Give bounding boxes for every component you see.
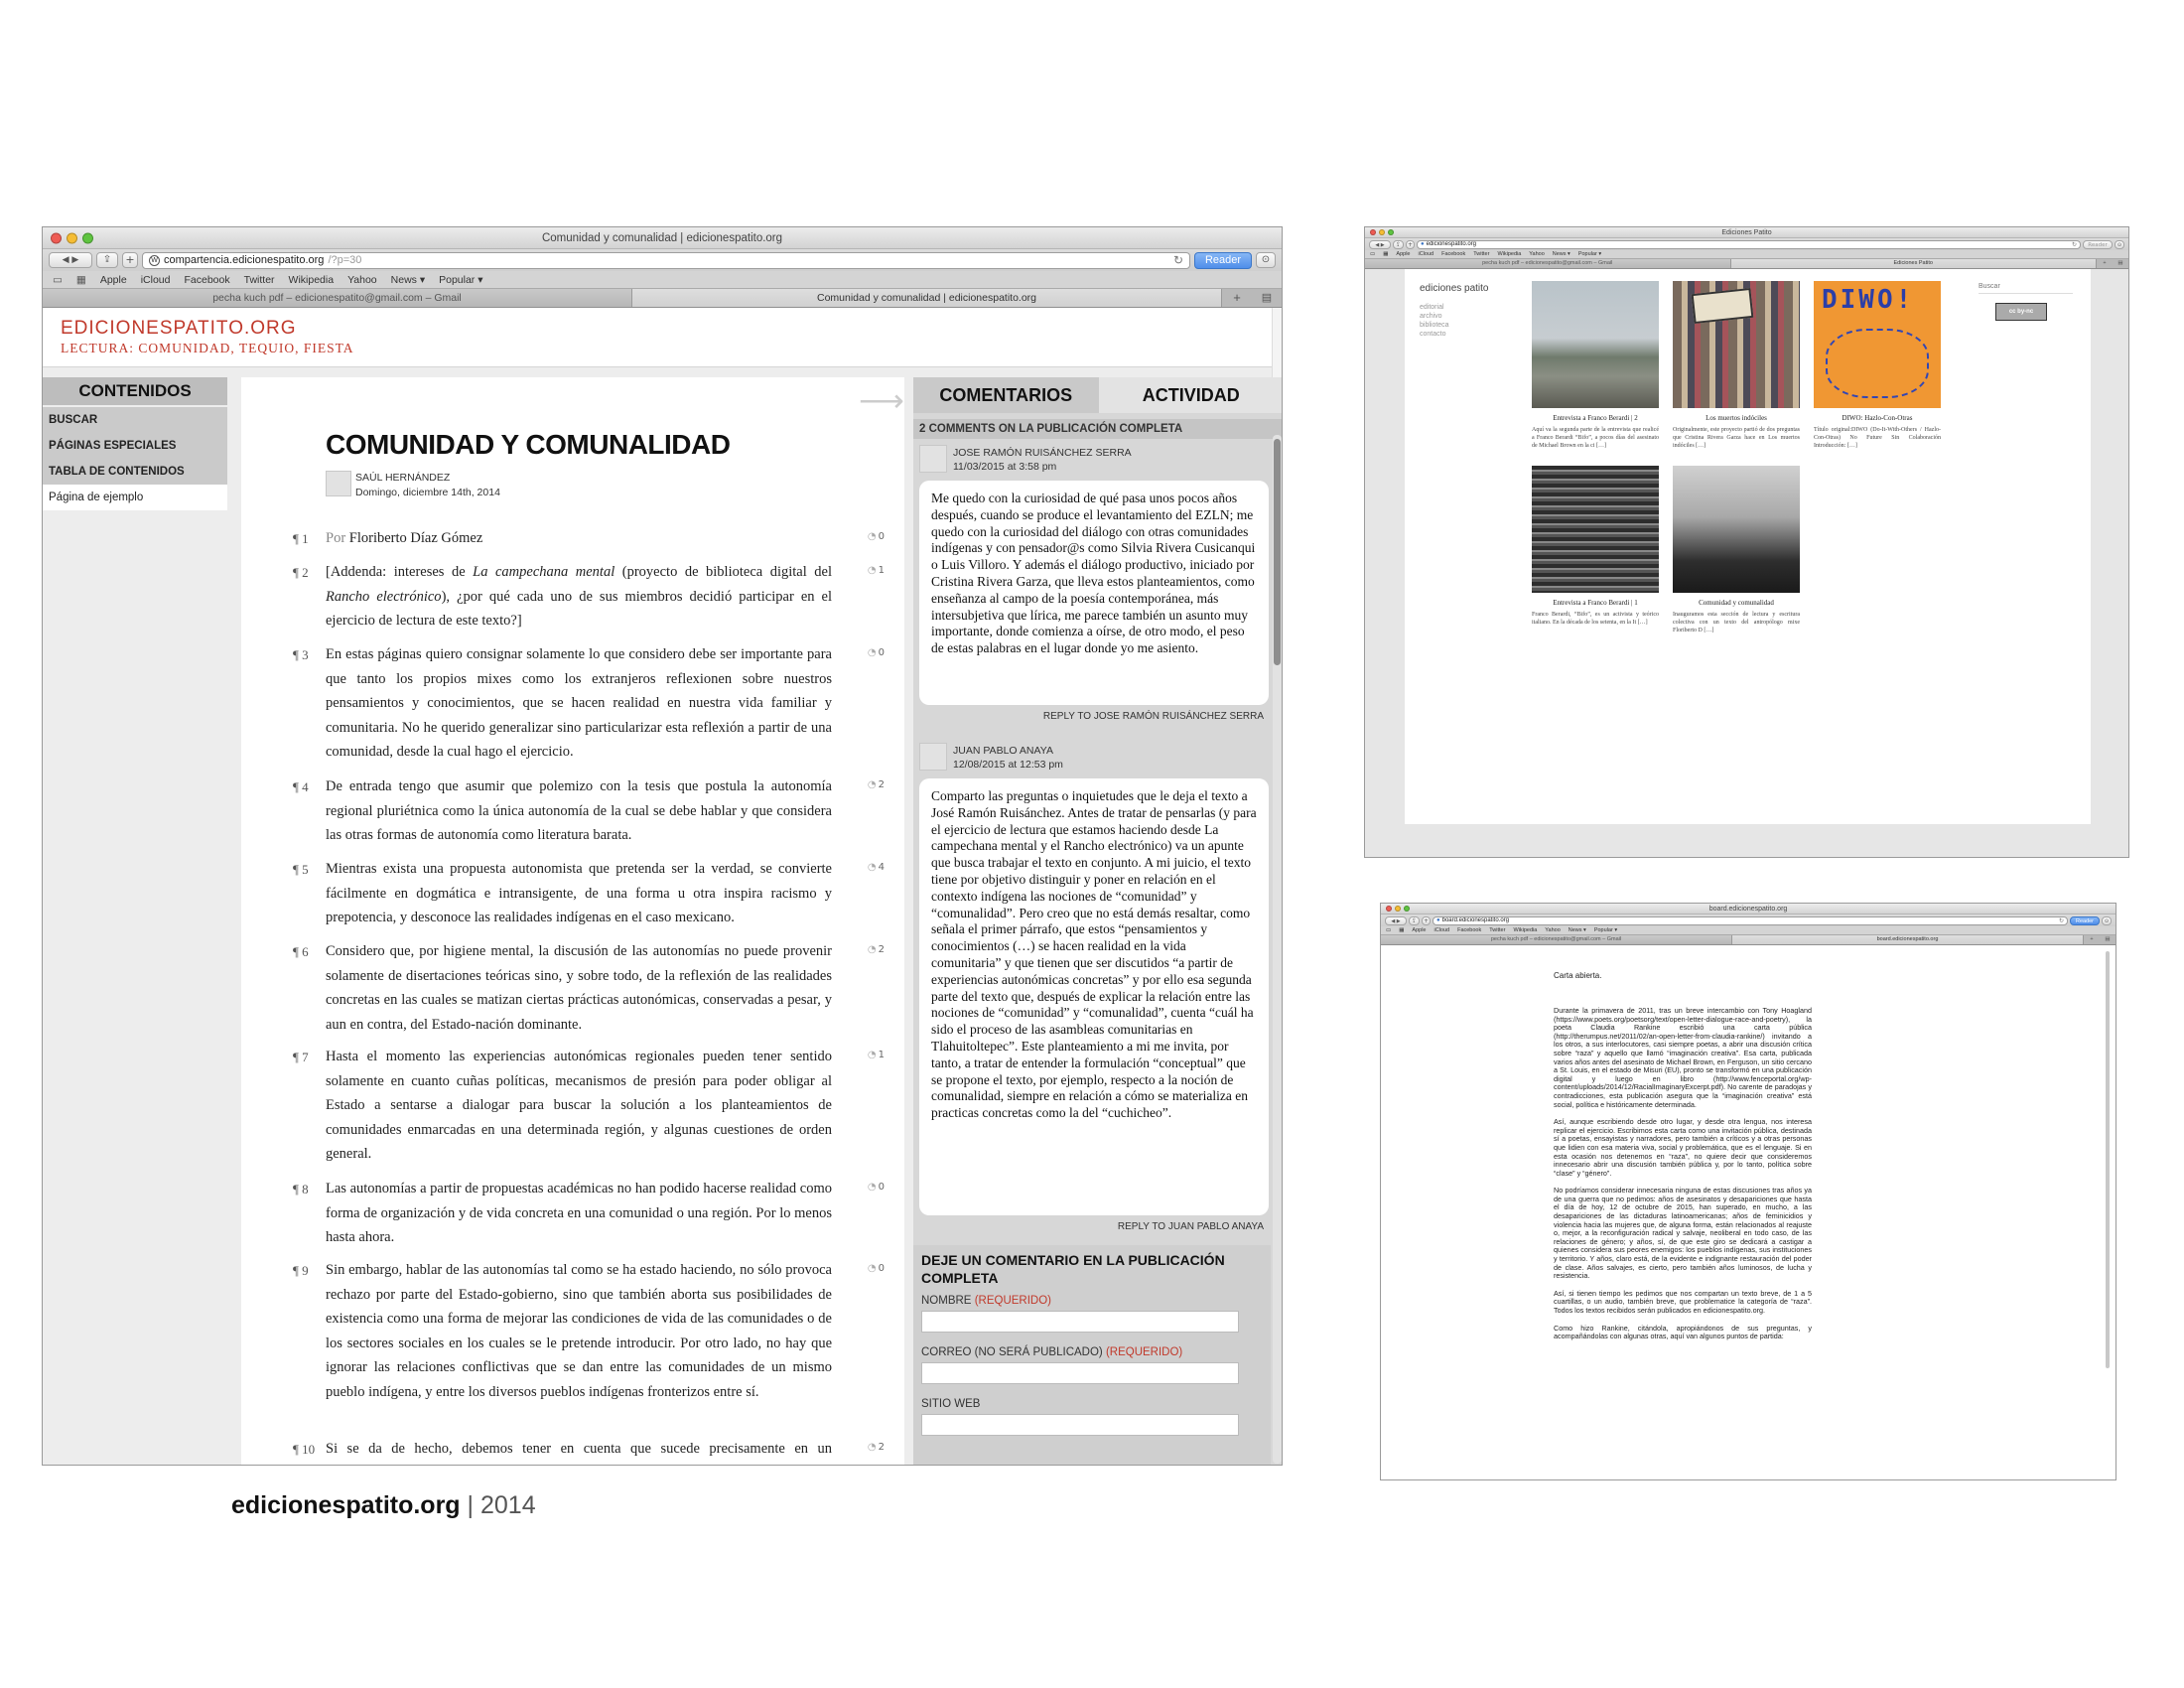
window-title: Comunidad y comunalidad | edicionespatito.org [541, 232, 783, 244]
comment-bubble-icon: ◔ [867, 647, 877, 658]
paragraph-comment-count[interactable]: ◔ 4 [867, 862, 885, 873]
post-item [1673, 599, 1800, 634]
post-title[interactable]: Comunidad y comunalidad [1699, 599, 1774, 607]
post-item [1532, 599, 1659, 627]
window-titlebar [43, 227, 1282, 249]
paragraph-3 [293, 642, 885, 766]
post-thumbnail[interactable] [1532, 281, 1659, 408]
page-content [43, 308, 1282, 1466]
browser-tab-bar [1381, 935, 2116, 945]
bookmark-icloud[interactable]: iCloud [140, 273, 171, 286]
bookmark-popular[interactable]: Popular ▾ [1593, 927, 1618, 933]
letter-paragraph: Así, si tienen tiempo les pedimos que nos compartan un texto breve, de 1 a 5 cuartillas, o un audio, también breve, que problematice la categoría de “raza”. Todos los textos recibidos serán publicados en edicionespatito.org. [1554, 1288, 1812, 1315]
url-host: compartencia.edicionespatito.org [164, 254, 325, 266]
cc-license-badge[interactable]: cc by-nc [1995, 303, 2047, 321]
paragraph-text: De entrada tengo que asumir que polemizo con la tesis que postula la autonomía regional pluriétnica como la única autonomía de la cual se debe hablar y que considera las otras formas de autonomía como literatura barata. [326, 778, 832, 843]
paragraph-comment-count[interactable]: ◔ 2 [867, 779, 885, 790]
tab-gmail[interactable]: pecha kuch pdf – edicionespatito@gmail.com – Gmail [43, 289, 632, 307]
reading-list-icon[interactable]: ▭ [1386, 927, 1392, 933]
minimize-window-button[interactable] [1395, 906, 1401, 912]
bookmark-twitter[interactable]: Twitter [243, 273, 275, 286]
paragraph-text: En estas páginas quiero consignar solamente lo que considero debe ser importante para que tanto los propios mixes como los extranjeros reflexionen sobre nuestros pensamientos y conocimientos, que se hacen realidad en nuestra vida familiar y comunitaria. No he querido generalizar sino particularizar esta reflexión a partir de una comunidad, desde la cual hago el ejercicio. [326, 646, 832, 760]
search-underline[interactable] [1979, 293, 2073, 294]
site-nav [1420, 303, 1449, 339]
comment-bubble-icon: ◔ [867, 1182, 877, 1193]
paragraph-comment-count[interactable]: ◔ 0 [867, 1263, 885, 1274]
next-arrow-icon[interactable]: ⟶ [859, 382, 904, 418]
wordpress-favicon-icon: W [149, 255, 160, 266]
paragraph-comment-count[interactable]: ◔ 0 [867, 531, 885, 542]
site-name[interactable]: ediciones patito [1420, 283, 1489, 294]
comment-bubble-icon: ◔ [867, 1263, 877, 1274]
url-path: /?p=30 [328, 254, 362, 266]
new-tab-plus-icon[interactable]: + [1407, 240, 1414, 248]
reply-link[interactable]: REPLY TO JOSE RAMÓN RUISÁNCHEZ SERRA [1042, 711, 1264, 722]
browser-toolbar [1381, 914, 2116, 926]
site-page [1405, 269, 2091, 824]
website-input[interactable] [921, 1414, 1239, 1436]
reading-list-icon[interactable]: ▭ [1370, 251, 1376, 257]
window-titlebar [1381, 904, 2116, 914]
globe-favicon-icon: ● [1421, 241, 1425, 247]
comment-form-title: DEJE UN COMENTARIO EN LA PUBLICACIÓN COMPLETA [921, 1252, 1225, 1286]
post-excerpt: Aquí va la segunda parte de la entrevista que realicé a Franco Berardi “Bifo”, a pocos días del asesinato de Michael Brown en la ci […] [1532, 427, 1659, 449]
paragraph-comment-count[interactable]: ◔ 0 [867, 647, 885, 658]
new-tab-plus-icon[interactable]: + [1423, 916, 1430, 924]
paragraph-4 [293, 774, 885, 848]
post-thumbnail[interactable] [1673, 466, 1800, 593]
contents-sidebar [43, 377, 227, 1466]
browser-tab-bar [43, 289, 1282, 308]
post-excerpt: Originalmente, este proyecto partió de dos preguntas que Cristina Rivera Garza hace en Los muertos indóciles […] [1673, 427, 1800, 449]
new-tab-plus-icon[interactable]: + [122, 252, 138, 268]
panel-tabs [913, 377, 1283, 413]
page-scrollbar[interactable] [1272, 308, 1283, 377]
address-bar[interactable] [142, 252, 1190, 269]
paragraph-9 [293, 1258, 885, 1429]
back-forward-buttons[interactable]: ◀ ▶ [1385, 916, 1407, 925]
bookmarks-bar [1365, 250, 2128, 259]
caption-site: edicionespatito.org [231, 1491, 461, 1519]
paragraph-number: ¶ 9 [293, 1263, 309, 1278]
byline-prefix: Por [326, 530, 346, 546]
sidebar-item-paginas-especiales[interactable]: PÁGINAS ESPECIALES [43, 433, 227, 459]
comments-count-header: 2 COMMENTS ON LA PUBLICACIÓN COMPLETA [913, 419, 1283, 439]
browser-tab-bar [1365, 259, 2128, 269]
sidebar-item-buscar[interactable]: BUSCAR [43, 407, 227, 433]
downloads-icon[interactable]: ⊙ [2115, 240, 2124, 249]
paragraph-10 [293, 1437, 885, 1463]
paragraph-comment-count[interactable]: ◔ 1 [867, 565, 885, 576]
post-excerpt: Franco Berardi, “Bifo”, es un activista y teórico italiano. En la década de los setenta, en la It […] [1532, 612, 1659, 626]
reload-icon[interactable]: ↻ [1172, 253, 1183, 267]
top-sites-grid-icon[interactable]: ▦ [1399, 927, 1405, 933]
post-thumbnail[interactable] [1532, 466, 1659, 593]
reading-list-icon[interactable]: ▭ [53, 273, 63, 286]
bookmark-yahoo[interactable]: Yahoo [1529, 251, 1545, 257]
paragraph-comment-count[interactable]: ◔ 2 [867, 944, 885, 955]
back-forward-buttons[interactable]: ◀ ▶ [49, 252, 92, 268]
new-tab-plus-icon[interactable]: + [1233, 290, 1241, 305]
bookmark-facebook[interactable]: Facebook [1441, 251, 1466, 257]
comment-bubble-icon: ◔ [867, 1442, 877, 1453]
byline [326, 526, 832, 551]
bookmark-facebook[interactable]: Facebook [1457, 927, 1482, 933]
bookmark-twitter[interactable]: Twitter [1489, 927, 1506, 933]
top-sites-grid-icon[interactable]: ▦ [1383, 251, 1389, 257]
reader-button[interactable]: Reader [2070, 916, 2100, 925]
byline-name: Floriberto Díaz Gómez [348, 530, 483, 546]
comments-panel [913, 377, 1283, 1466]
zoom-window-button[interactable] [82, 232, 93, 243]
paragraph-number: ¶ 1 [293, 531, 309, 546]
reader-button[interactable]: Reader [2083, 240, 2113, 249]
back-forward-buttons[interactable]: ◀ ▶ [1369, 240, 1391, 249]
new-tab-plus-icon[interactable]: + [2103, 260, 2107, 266]
author-avatar [326, 471, 351, 496]
window-titlebar [1365, 227, 2128, 238]
bookmark-news[interactable]: News ▾ [390, 273, 426, 286]
share-icon[interactable]: ⇪ [96, 252, 118, 268]
website-label: SITIO WEB [921, 1398, 981, 1410]
post-item [1814, 414, 1941, 450]
share-icon[interactable]: ⇪ [1393, 240, 1404, 249]
paragraph-number: ¶ 10 [293, 1442, 316, 1457]
page-scrollbar[interactable] [2106, 951, 2110, 1368]
main-browser-window [42, 226, 1283, 1466]
paragraph-text: Las autonomías a partir de propuestas académicas no han podido hacerse realidad como forma de organización y de vida concreta en una comunidad o una región. Por lo menos hasta ahora. [326, 1181, 832, 1245]
comment-bubble-icon: ◔ [867, 862, 877, 873]
paragraph-list [293, 526, 885, 1466]
paragraph-text: Hasta el momento las experiencias autonómicas regionales pueden tener sentido solamente en cuanto cuñas políticas, mecanismos de presión para poder obligar al Estado a sentarse a dialogar para buscar la solución a los planteamientos de comunidades enmarcadas en una determinada región, y algunas cuestiones de orden general. [326, 1049, 832, 1162]
close-window-button[interactable] [51, 232, 62, 243]
post-title: COMUNIDAD Y COMUNALIDAD [326, 429, 731, 460]
page-content [1381, 945, 2116, 1480]
comment-form [913, 1245, 1271, 1466]
url-text: board.edicionespatito.org [1441, 917, 1510, 923]
comment-date[interactable]: 11/03/2015 at 3:58 pm [953, 461, 1057, 473]
paragraph-number: ¶ 3 [293, 647, 309, 662]
caption-year: 2014 [479, 1491, 536, 1519]
diwo-poster-text: DIWO! [1822, 285, 1915, 315]
site-title[interactable]: EDICIONESPATITO.ORG [61, 318, 297, 339]
paragraph-number: ¶ 5 [293, 862, 309, 877]
paragraph-text: Considero que, por higiene mental, la discusión de las autonomías no puede provenir solamente de disertaciones teóricas sino, y sobre todo, de la reflexión de las realidades concretas en las cuales se matizan ciertas prácticas autonómicas, conservadas a pesar, y aun en contra, del Estado-nación dominante. [326, 943, 832, 1033]
post-date: Domingo, diciembre 14th, 2014 [355, 487, 500, 498]
paragraph-5 [293, 857, 885, 930]
url-text: edicionespatito.org [1426, 241, 1476, 247]
post-excerpt: Título original:DIWO (Do-It-With-Others / Hazlo-Con-Otras) No Future Sin Colaboración Introducción: […] [1814, 427, 1941, 449]
paragraph-6 [293, 939, 885, 1037]
browser-toolbar [1365, 238, 2128, 250]
letter-paragraph: Durante la primavera de 2011, tras un breve intercambio con Tony Hoagland (https://www.poets.org/poetsorg/text/open-letter-dialogue-race-and-poetry), la poeta Claudia Rankine escribió una carta pública (http://therumpus.net/2011/02/an-open-letter-from-claudia-rankine/) invitando a los otros, a sus interlocutores, casi siempre poetas, a abrir una discusión crítica sobre “raza” y aquello que llamó “imaginación creativa”. Esa carta, publicada varios años antes del asesinato de Michael Brown, en Ferguson, un sitio cercano a St. Louis, en el estado de Misuri (EU), pronto se transformó en una publicación digital y luego en libro (http://www.fenceportal.org/wp-content/uploads/2014/12/RacialImaginaryExcerpt.pdf). No carente de paradojas y contradicciones, esta publicación asegura que la “imaginación creativa” está social, política e históricamente determinada. [1554, 1006, 1812, 1109]
letter-heading: Carta abierta. [1554, 971, 1602, 980]
bookmark-icloud[interactable]: iCloud [1433, 927, 1450, 933]
post-title[interactable]: DIWO: Hazlo-Con-Otras [1842, 414, 1913, 422]
letter-body [1554, 1007, 1812, 1341]
address-bar[interactable] [1417, 240, 2081, 249]
nav-archivo[interactable]: archivo [1420, 313, 1442, 320]
sidebar-heading: CONTENIDOS [43, 377, 227, 405]
comments-scrollbar[interactable] [1273, 435, 1282, 1464]
scrollbar-thumb[interactable] [1274, 439, 1281, 665]
caption-separator: | [460, 1491, 480, 1519]
bookmark-news[interactable]: News ▾ [1568, 927, 1586, 933]
comment-bubble-icon: ◔ [867, 531, 877, 542]
top-right-browser-window [1364, 226, 2129, 858]
bookmark-yahoo[interactable]: Yahoo [1545, 927, 1561, 933]
reply-link[interactable]: REPLY TO JUAN PABLO ANAYA [1117, 1221, 1264, 1232]
post-excerpt: Inauguramos esta sección de lectura y escritura colectiva con un texto del antropólogo mixe Floriberto D […] [1673, 612, 1800, 633]
window-title: board.edicionespatito.org [1708, 906, 1788, 913]
tab-ediciones-patito[interactable]: Ediciones Patito [1731, 259, 2098, 268]
bookmark-yahoo[interactable]: Yahoo [347, 273, 377, 286]
close-window-button[interactable] [1370, 229, 1376, 235]
paragraph-7 [293, 1045, 885, 1168]
browser-toolbar [43, 249, 1282, 271]
comment-author[interactable]: JOSE RAMÓN RUISÁNCHEZ SERRA [953, 447, 1132, 459]
bookmark-icloud[interactable]: iCloud [1418, 251, 1434, 257]
downloads-icon[interactable]: ⊙ [2102, 916, 2112, 925]
new-tab-plus-icon[interactable]: + [2090, 936, 2094, 942]
paragraph-number: ¶ 6 [293, 944, 309, 959]
tab-overview-icon[interactable]: ▤ [2117, 260, 2123, 266]
paragraph-text: Si se da de hecho, debemos tener en cuenta que sucede precisamente en un [326, 1441, 832, 1457]
paragraph-comment-count[interactable]: ◔ 1 [867, 1050, 885, 1060]
name-label: NOMBRE (REQUERIDO) [921, 1295, 1051, 1307]
paragraph-text: Mientras exista una propuesta autonomista que pretenda ser la verdad, se convierte fácilmente en dogmática e intransigente, de una forma u otra inspira racismo y prepotencia, y desconoce las realidades indígenas en el caso mexicano. [326, 861, 832, 925]
diwo-network-graphic [1826, 329, 1929, 398]
close-window-button[interactable] [1386, 906, 1392, 912]
bookmark-wikipedia[interactable]: Wikipedia [1497, 251, 1522, 257]
comment-avatar [919, 445, 947, 473]
bookmark-facebook[interactable]: Facebook [184, 273, 230, 286]
site-header [43, 308, 1283, 367]
post-thumbnail[interactable] [1814, 281, 1941, 408]
post-title[interactable]: Los muertos indóciles [1706, 414, 1767, 422]
liban-sign [1692, 288, 1754, 324]
paragraph-number: ¶ 7 [293, 1050, 309, 1064]
post-thumbnail[interactable] [1673, 281, 1800, 408]
post-author[interactable]: SAÚL HERNÁNDEZ [355, 472, 451, 484]
email-label: CORREO (NO SERÁ PUBLICADO) (REQUERIDO) [921, 1346, 1183, 1358]
comment-avatar [919, 743, 947, 771]
bookmark-apple[interactable]: Apple [1412, 927, 1427, 933]
paragraph-text: Sin embargo, hablar de las autonomías tal como se ha estado haciendo, no sólo provoca rechazo por parte del Estado-gobierno, sino que también aborta sus posibilidades de existencia como una forma de mejorar las condiciones de vida de las comunidades o de los sectores sociales en los cuales se le pretende introducir. Por otro lado, no hay que ignorar las relaciones conflictivas que se dan entre las comunidades de un mismo pueblo indígena, y entre los diversos pueblos indígenas fronterizos entre sí. [326, 1262, 832, 1400]
tab-comentarios[interactable]: COMENTARIOS [913, 377, 1099, 413]
bookmark-apple[interactable]: Apple [99, 273, 127, 286]
bookmark-apple[interactable]: Apple [1396, 251, 1411, 257]
paragraph-8 [293, 1177, 885, 1250]
share-icon[interactable]: ⇪ [1409, 916, 1420, 925]
bookmark-wikipedia[interactable]: Wikipedia [288, 273, 335, 286]
letter-paragraph: No podríamos considerar innecesaria ninguna de estas discusiones tras años ya de una guerra que no pedimos: años de asesinatos y desapariciones que hasta el día de hoy, 12 de octubre de 2015, han superado, en mucho, a las desapariciones de las dictaduras latinoamericanas; años de feminicidios y violencia hacia las mujeres que, de alguna forma, están relacionados al reajuste o, mejor, a la reconfiguración radical y salvaje, neoliberal en todo caso, de las relaciones de género; y años, sí, de que este giro se dedicará a castigar a quienes considera sus peores enemigos: los pueblos indígenas, sus instituciones y territorio. Y años, claro está, de la evidente e indignante restauración del poder de clase. Años salvajes, es cierto, pero también años luminosos, de lucha y resistencia. [1554, 1186, 1812, 1281]
comment-body: Me quedo con la curiosidad de qué pasa unos pocos años después, cuando se produce el levantamiento del EZLN; me quedo con la curiosidad del diálogo con otras comunidades indígenas y con pensador@s como Silvia Rivera Cusicanqui o Luis Villoro. Y además el diálogo productivo, iniciado por Cristina Rivera Garza, que lleva estos planteamientos, como enseñanza al campo de la poesía contemporánea, más intersubjetiva que lírica, me parece también un asunto muy importante, donde comienza a oírse, de otro modo, el peso de estas palabras en el lugar donde yo me asiento. [919, 481, 1269, 705]
window-controls [1386, 906, 1410, 912]
address-bar[interactable] [1433, 916, 2068, 925]
bookmark-popular[interactable]: Popular ▾ [1577, 251, 1602, 257]
tab-gmail[interactable]: pecha kuch pdf – edicionespatito@gmail.com – Gmail [1365, 259, 1731, 268]
comment-bubble-icon: ◔ [867, 944, 877, 955]
tab-overview-icon[interactable]: ▤ [1261, 292, 1273, 304]
minimize-window-button[interactable] [67, 232, 77, 243]
window-title: Ediciones Patito [1721, 229, 1772, 236]
bookmarks-bar [43, 271, 1282, 289]
bookmark-twitter[interactable]: Twitter [1473, 251, 1490, 257]
nav-contacto[interactable]: contacto [1420, 331, 1446, 338]
post-item [1532, 414, 1659, 450]
tab-gmail[interactable]: pecha kuch pdf – edicionespatito@gmail.com – Gmail [1381, 935, 1732, 944]
article-column [241, 377, 904, 1466]
bookmark-popular[interactable]: Popular ▾ [439, 273, 483, 286]
site-subtitle: LECTURA: COMUNIDAD, TEQUIO, FIESTA [61, 341, 354, 355]
bottom-right-browser-window [1380, 903, 2116, 1480]
figure-caption [231, 1491, 536, 1520]
letter-paragraph: Como hizo Rankine, citándola, apropiándonos de sus preguntas, y acompañándolas con algunas otras, aquí van algunos puntos de partida: [1554, 1323, 1812, 1341]
paragraph-comment-count[interactable]: ◔ 0 [867, 1182, 885, 1193]
minimize-window-button[interactable] [1379, 229, 1385, 235]
comment-bubble-icon: ◔ [867, 1050, 877, 1060]
reload-icon[interactable]: ↻ [2071, 241, 2077, 248]
sidebar-subitem-pagina-de-ejemplo[interactable]: Página de ejemplo [43, 485, 227, 510]
paragraph-number: ¶ 8 [293, 1182, 309, 1196]
bookmark-wikipedia[interactable]: Wikipedia [1513, 927, 1538, 933]
post-title[interactable]: Entrevista a Franco Berardi | 1 [1553, 599, 1638, 607]
comment-bubble-icon: ◔ [867, 779, 877, 790]
top-sites-grid-icon[interactable]: ▦ [75, 273, 86, 286]
paragraph-comment-count[interactable]: ◔ 2 [867, 1442, 885, 1453]
bookmarks-bar [1381, 926, 2116, 935]
reader-button[interactable]: Reader [1194, 252, 1252, 269]
email-input[interactable] [921, 1362, 1239, 1384]
sidebar-item-tabla-de-contenidos[interactable]: TABLA DE CONTENIDOS [43, 459, 227, 485]
post-item [1673, 414, 1800, 450]
paragraph-number: ¶ 2 [293, 565, 309, 580]
window-controls [51, 232, 93, 243]
reload-icon[interactable]: ↻ [2058, 917, 2064, 924]
page-content [1365, 269, 2128, 858]
globe-favicon-icon: ● [1436, 917, 1440, 923]
paragraph-number: ¶ 4 [293, 779, 309, 794]
paragraph-2 [293, 560, 885, 633]
nav-editorial[interactable]: editorial [1420, 304, 1444, 311]
comment-body: Comparto las preguntas o inquietudes que le deja el texto a José Ramón Ruisánchez. Antes de tratar de pensarlas (y para el ejercicio de lectura que estamos haciendo desde La campechana mental y el Rancho electrónico) va un apunte que busca trabajar el texto en conjunto. A mi juicio, el texto tiene por objetivo distinguir y poner en relación en el contexto indígena las nociones de “comunidad” y “comunalidad”. Pero creo que no está demás resaltar, como señala el primer párrafo, que estos “pensamientos y conocimientos (…) se hacen realidad en la vida comunitaria” y que tienen que ser discutidos “a partir de experiencias autonómicas concretas” y por ello esa segunda parte del texto que, después de explicar la relación entre las nociones de “comunidad” y “comunalidad”, cuenta “cuál ha sido el proceso de las asambleas comunitarias en Tlahuitoltepec”. Este planteamiento a mi me invita, por tanto, a tratar de entender la formulación “conceptual” que se propone el texto, por ejemplo, respecto a la noción de comunalidad, siempre en relación a cómo se materializa en practicas concretas como la del “cuchicheo”. [919, 778, 1269, 1215]
tab-board[interactable]: board.edicionespatito.org [1732, 935, 2084, 944]
letter-paragraph: Así, aunque escribiendo desde otro lugar, y desde otra lengua, nos interesa replicar el ejercicio. Escribimos esta carta como una invitación pública, destinada sí a poetas, ensayistas y narradores, pero también a críticos y a otras personas que lidien con esa materia viva, social y problemática, que es el lenguaje. Si en esta ocasión nos detenemos en “raza”, no quiere decir que consideremos innecesario abrir una discusión también pública y, por lo tanto, política sobre “clase” y “género”. [1554, 1117, 1812, 1178]
zoom-window-button[interactable] [1404, 906, 1410, 912]
nav-biblioteca[interactable]: biblioteca [1420, 322, 1449, 329]
paragraph-1 [293, 526, 885, 552]
search-label[interactable]: Buscar [1979, 283, 2000, 290]
window-controls [1370, 229, 1394, 235]
tab-actividad[interactable]: ACTIVIDAD [1099, 377, 1284, 413]
comment-bubble-icon: ◔ [867, 565, 877, 576]
paragraph-text: [Addenda: intereses de La campechana mental (proyecto de biblioteca digital del Rancho electrónico), ¿por qué cada uno de sus miembros decidió participar en el ejercicio de lectura de este texto?] [326, 564, 833, 629]
comment-author[interactable]: JUAN PABLO ANAYA [953, 745, 1053, 757]
tab-comunidad[interactable]: Comunidad y comunalidad | edicionespatito.org [632, 289, 1222, 307]
comment-date[interactable]: 12/08/2015 at 12:53 pm [953, 759, 1063, 771]
zoom-window-button[interactable] [1388, 229, 1394, 235]
bookmark-news[interactable]: News ▾ [1552, 251, 1570, 257]
tab-overview-icon[interactable]: ▤ [2105, 936, 2111, 942]
name-input[interactable] [921, 1311, 1239, 1333]
downloads-icon[interactable]: ⊙ [1256, 252, 1276, 268]
post-title[interactable]: Entrevista a Franco Berardi | 2 [1553, 414, 1638, 422]
